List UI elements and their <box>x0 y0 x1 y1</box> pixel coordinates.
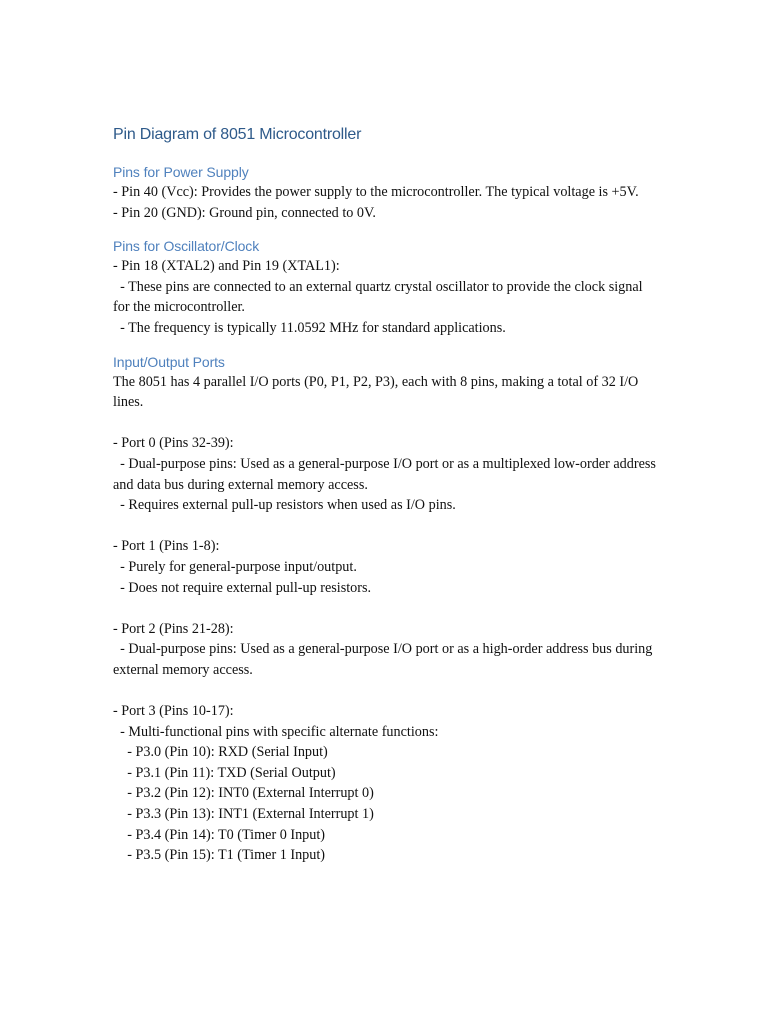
section-heading: Input/Output Ports <box>113 353 225 370</box>
list-item: - P3.2 (Pin 12): INT0 (External Interrupt 0) <box>113 785 374 802</box>
paragraph-line: - Pin 40 (Vcc): Provides the power supply to the microcontroller. The typical voltage is +5V. <box>113 184 639 200</box>
list-item: - Multi-functional pins with specific alternate functions: <box>113 723 439 740</box>
list-item: - P3.3 (Pin 13): INT1 (External Interrupt 1) <box>113 806 374 823</box>
list-item: - Requires external pull-up resistors when used as I/O pins. <box>113 497 456 514</box>
page-title: Pin Diagram of 8051 Microcontroller <box>113 126 362 143</box>
list-item: - Dual-purpose pins: Used as a general-purpose I/O port or as a high-order address bus during external memory access. <box>113 641 656 678</box>
list-item: - P3.0 (Pin 10): RXD (Serial Input) <box>113 744 328 761</box>
port-3-heading: - Port 3 (Pins 10-17): <box>113 703 234 720</box>
list-item: - Does not require external pull-up resistors. <box>113 579 372 596</box>
blank-line <box>113 598 658 619</box>
list-item: - Purely for general-purpose input/output. <box>113 558 357 575</box>
section-power-supply <box>113 162 658 223</box>
blank-line <box>113 413 658 434</box>
list-item: - P3.4 (Pin 14): T0 (Timer 0 Input) <box>113 826 326 843</box>
paragraph-line: - Pin 18 (XTAL2) and Pin 19 (XTAL1): <box>113 258 340 275</box>
port-0-heading: - Port 0 (Pins 32-39): <box>113 435 234 452</box>
blank-line <box>113 516 658 537</box>
paragraph-line: The 8051 has 4 parallel I/O ports (P0, P1, P2, P3), each with 8 pins, making a total of 32 I/O lines. <box>113 373 642 411</box>
section-heading: Pins for Power Supply <box>113 164 249 180</box>
paragraph-line: - The frequency is typically 11.0592 MHz for standard applications. <box>113 319 506 336</box>
list-item: - P3.1 (Pin 11): TXD (Serial Output) <box>113 764 336 781</box>
section-oscillator-clock <box>113 236 658 338</box>
section-io-ports <box>113 352 658 866</box>
document-page <box>113 124 658 879</box>
paragraph-line: - Pin 20 (GND): Ground pin, connected to 0V. <box>113 204 376 221</box>
port-2-heading: - Port 2 (Pins 21-28): <box>113 620 234 637</box>
port-1-heading: - Port 1 (Pins 1-8): <box>113 538 220 555</box>
blank-line <box>113 680 658 701</box>
list-item: - Dual-purpose pins: Used as a general-purpose I/O port or as a multiplexed low-order address and data bus during external memory access. <box>113 455 660 493</box>
section-heading: Pins for Oscillator/Clock <box>113 238 260 255</box>
paragraph-line: - These pins are connected to an external quartz crystal oscillator to provide the clock signal for the microcontroller. <box>113 278 647 316</box>
list-item: - P3.5 (Pin 15): T1 (Timer 1 Input) <box>113 847 326 864</box>
